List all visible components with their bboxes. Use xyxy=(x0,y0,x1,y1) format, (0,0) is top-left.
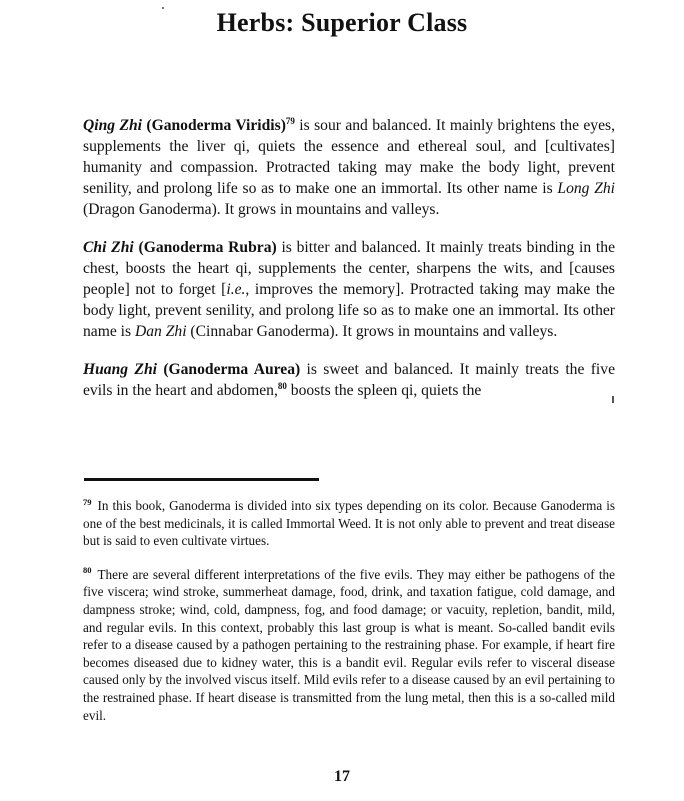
ie-abbrev: i.e. xyxy=(226,281,246,298)
footnote-text: In this book, Ganoderma is divided into six types depending on its color. Because Ganoderma is one of the best medicinals, it is called Immortal Weed. It is not only able to prevent and treat disease but is said to even cultivate virtues. xyxy=(83,498,615,549)
scan-mark xyxy=(612,396,614,403)
footnote-number: 79 xyxy=(83,496,92,507)
footnotes xyxy=(83,497,615,740)
entry-huang-zhi xyxy=(83,359,615,401)
page-title: Herbs: Superior Class xyxy=(216,8,468,37)
alt-name: Long Zhi xyxy=(557,180,616,197)
entry-qing-zhi xyxy=(83,115,615,220)
footnote-number: 80 xyxy=(83,565,92,576)
footnote-80 xyxy=(83,566,615,724)
page-number: 17 xyxy=(334,768,350,785)
herb-name: Qing Zhi xyxy=(83,117,142,134)
alt-name: Dan Zhi xyxy=(134,323,187,340)
footnote-text: There are several different interpretations of the five evils. They may either be pathogens of the five viscera; wind stroke, summerheat damage, food, drink, and taxation fatigue, cold damage, and dampness stroke; wind, cold, dampness, fog, and food damage; or vacuity, repletion, bandit, mild, and regular evils. In this context, probably this last group is what is meant. So-called bandit evils refer to a disease caused by a pathogen pertaining to the restraining phase. For example, if heart fire becomes diseased due to kidney water, this is a bandit evil. Regular evils refer to visceral disease caused only by the involved viscus itself. Mild evils refer to a disease caused by an evil pertaining to the restrained phase. If heart disease is transmitted from the lung metal, then this is a so-called mild evil. xyxy=(83,566,615,723)
footnote-ref[interactable]: 79 xyxy=(285,115,295,126)
entry-text: is sweet and balanced. It mainly treats the five evils in the heart and abdomen, xyxy=(83,361,615,399)
herb-latin-name: (Ganoderma Rubra) xyxy=(138,239,277,256)
footnote-79 xyxy=(83,497,615,550)
herb-latin-name: (Ganoderma Aurea) xyxy=(163,361,301,378)
entry-text-tail: (Cinnabar Ganoderma). It grows in mountains and valleys. xyxy=(186,323,558,340)
herb-name: Chi Zhi xyxy=(83,239,134,256)
entry-text: is bitter and balanced. It mainly treats binding in the chest, boosts the heart qi, supplements the center, sharpens the wits, and [causes people] not to forget [ xyxy=(83,239,615,298)
entry-text-cont: , improves the memory]. Protracted taking may make the body light, prevent senility, and prolong life so as to make one an immortal. Its other name is xyxy=(83,281,615,340)
entry-chi-zhi xyxy=(83,237,615,342)
herb-name: Huang Zhi xyxy=(83,361,157,378)
footnote-ref[interactable]: 80 xyxy=(277,380,287,391)
entry-text-tail: (Dragon Ganoderma). It grows in mountains and valleys. xyxy=(83,201,440,218)
herb-latin-name: (Ganoderma Viridis) xyxy=(146,117,286,134)
body-text xyxy=(83,115,615,401)
entry-text-cont: boosts the spleen qi, quiets the xyxy=(286,382,482,399)
footnote-divider xyxy=(84,478,319,481)
entry-text: is sour and balanced. It mainly brightens the eyes, supplements the liver qi, quiets the essence and ethereal soul, and [cultivates] humanity and compassion. Protracted taking may make the body light, prevent senility, and prolong life so as to make one an immortal. Its other name is xyxy=(83,117,615,197)
